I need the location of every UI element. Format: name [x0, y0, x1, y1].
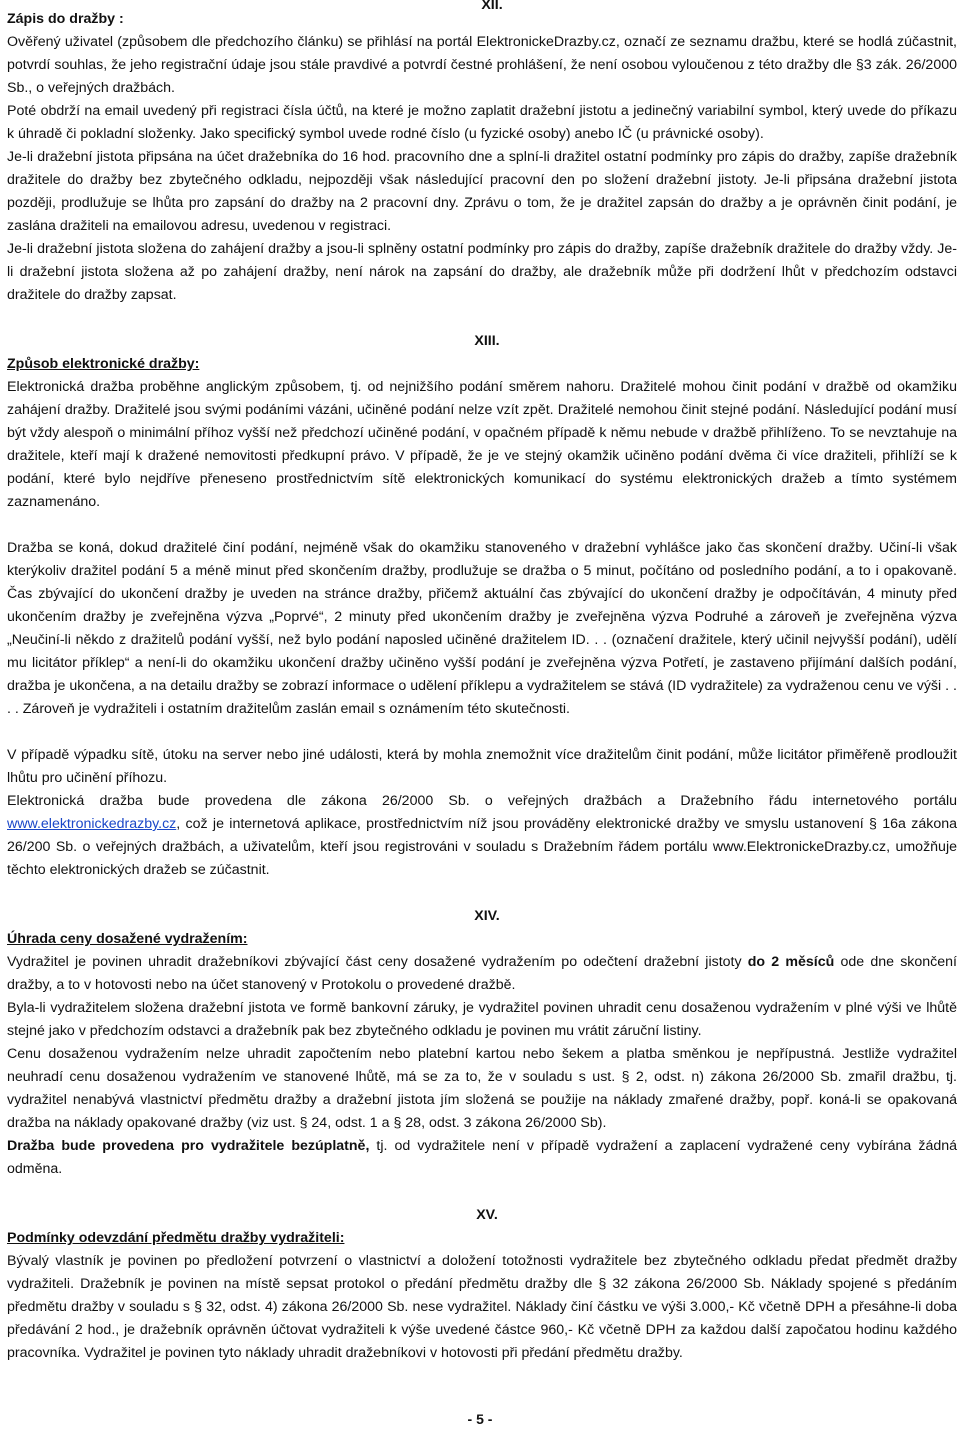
section-12-paragraph-3: Je-li dražební jistota připsána na účet dražebníka do 16 hod. pracovního dne a splní-li dražitel ostatní podmínky pro zápis do dražby, zapíše dražebník dražitele do dražby bez zbytečného odkladu, nejpozději však následující pracovní den po složení dražební jistoty. Je-li připsána dražební jistota později, prodlužuje se lhůta pro zapsání do dražby na 2 pracovní dny. Zprávu o tom, že je dražitel zapsán do dražby a je oprávněn činit podání, je zaslána dražiteli na emailovou adresu, uvedenou v registraci. [7, 149, 957, 234]
section-13-p4-text-b: , což je internetová aplikace, prostřednictvím níž jsou prováděny elektronické dražby ve smyslu ustanovení § 16a zákona 26/200 Sb. o veřejných dražbách, a uživatelům, kteří jsou registrováni v souladu s Dražebním řádem portálu www.ElektronickeDrazby.cz, umožňuje těchto elektronických dražeb se zúčastnit. [7, 816, 957, 878]
section-13-title: Způsob elektronické dražby: [7, 356, 200, 372]
document-page [7, 0, 957, 1365]
section-12-title: Zápis do dražby : [7, 11, 124, 27]
section-15-paragraph-1: Bývalý vlastník je povinen po předložení potvrzení o vlastnictví a doložení totožnosti vydražitele bez zbytečného odkladu předat předmět dražby vydražiteli. Dražebník je povinen na místě sepsat protokol o předání předmětu dražby dle § 32 zákona 26/2000 Sb. Náklady spojené s předáním předmětu dražby v souladu s § 32, odst. 4) zákona 26/2000 Sb. nese vydražitel. Náklady činí částku ve výši 3.000,- Kč včetně DPH a přesáhne-li doba předávání 2 hod., je dražebník oprávněn účtovat vydražiteli k výše uvedené částce 960,- Kč včetně DPH za každou další započatou hodinu každého pracovníka. Vydražitel je povinen tyto náklady uhradit dražebníkovi v hotovosti při předání předmětu dražby. [7, 1253, 957, 1361]
section-14-title: Úhrada ceny dosažené vydražením: [7, 931, 248, 947]
section-13-paragraph-1: Elektronická dražba proběhne anglickým způsobem, tj. od nejnižšího podání směrem nahoru. Dražitelé mohou činit podání v dražbě od okamžiku zahájení dražby. Dražitelé jsou svými podáními vázáni, učiněné podání nelze vzít zpět. Dražitelé nemohou činit stejné podání. Následující podání musí být vždy alespoň o minimální příhoz vyšší než předchozí učiněné podání, v opačném případě k němu nebude v dražbě přihlíženo. To se nevztahuje na dražitele, kteří mají k dražené nemovitosti předkupní právo. V případě, že je ve stejný okamžik učiněno podání dvěma či více dražiteli, přihlíží se k podání, které bylo nejdříve přeneseno prostřednictvím sítě elektronických komunikací do systému elektronických dražeb a tímto systémem zaznamenáno. [7, 379, 957, 510]
section-15-number: XV. [476, 1207, 498, 1223]
portal-link[interactable]: www.elektronickedrazby.cz [7, 816, 177, 832]
section-14-paragraph-1 [7, 951, 957, 997]
page-number: - 5 - [467, 1411, 493, 1427]
section-14-paragraph-4 [7, 1135, 957, 1181]
section-13-paragraph-4 [7, 790, 957, 882]
section-12-paragraph-4: Je-li dražební jistota složena do zahájení dražby a jsou-li splněny ostatní podmínky pro zápis do dražby, zapíše dražebník dražitele do dražby vždy. Je-li dražební jistota složena až po zahájení dražby, není nárok na zapsání do dražby, ale dražebník může při dodržení lhůt v předchozím odstavci dražitele do dražby zapsat. [7, 241, 957, 303]
section-14-paragraph-3: Cenu dosaženou vydražením nelze uhradit započtením nebo platební kartou nebo šekem a platba směnkou je nepřípustná. Jestliže vydražitel neuhradí cenu dosaženou vydražením ve stanovené lhůtě, má se za to, že v souladu s ust. § 2, odst. n) zákona 26/2000 Sb. zmařil dražbu, tj. vydražitel nenabývá vlastnictví předmětu dražby a dražební jistota jím složená se použije na náklady zmařené dražby, popř. koná-li se opakovaná dražba na náklady opakované dražby (viz ust. § 24, odst. 1 a § 28, odst. 3 zákona 26/2000 Sb). [7, 1046, 957, 1131]
section-14-p4-bold: Dražba bude provedena pro vydražitele bezúplatně, [7, 1138, 370, 1154]
section-14-p4-text-b: tj. od vydražitele není v případě vydražení a zaplacení vydražené ceny vybírána žádná odměna. [7, 1138, 958, 1177]
section-14-p1-text-a: Vydražitel je povinen uhradit dražebníkovi zbývající část ceny dosažené vydražením po odečtení dražební jistoty [7, 954, 748, 970]
section-14-number: XIV. [474, 908, 500, 924]
section-12-number: XII. [481, 0, 503, 13]
section-12-paragraph-1: Ověřený uživatel (způsobem dle předchozího článku) se přihlásí na portál ElektronickeDrazby.cz, označí ze seznamu dražbu, které se hodlá zúčastnit, potvrdí souhlas, že jeho registrační údaje jsou stále pravdivé a potvrdí čestné prohlášení, že není osobou vyloučenou z této dražby dle §3 zák. 26/2000 Sb., o veřejných dražbách. [7, 34, 957, 96]
section-13-paragraph-3: V případě výpadku sítě, útoku na server nebo jiné události, která by mohla znemožnit více dražitelům činit podání, může licitátor přiměřeně prodloužit lhůtu pro učinění příhozu. [7, 747, 957, 786]
section-13-p4-text-a: Elektronická dražba bude provedena dle zákona 26/2000 Sb. o veřejných dražbách a Dražebního řádu internetového portálu [7, 793, 957, 809]
section-12-paragraph-2: Poté obdrží na email uvedený při registraci čísla účtů, na které je možno zaplatit dražební jistotu a jedinečný variabilní symbol, který uvede do příkazu k úhradě či pokladní složenky. Jako specifický symbol uvede rodné číslo (u fyzické osoby) anebo IČ (u právnické osoby). [7, 103, 957, 142]
section-14-paragraph-2: Byla-li vydražitelem složena dražební jistota ve formě bankovní záruky, je vydražitel povinen uhradit cenu dosaženou vydražením v plné výši ve lhůtě stejné jako v předchozím odstavci a dražebník pak bez zbytečného odkladu je povinen mu vrátit záruční listiny. [7, 1000, 957, 1039]
section-14-p1-text-b: ode dne skončení dražby, a to v hotovosti nebo na účet stanovený v Protokolu o provedené dražbě. [7, 954, 957, 993]
section-13-paragraph-2: Dražba se koná, dokud dražitelé činí podání, nejméně však do okamžiku stanoveného v dražební vyhlášce jako čas skončení dražby. Učiní-li však kterýkoliv dražitel podání 5 a méně minut před skončením dražby, prodlužuje se dražba o 5 minut, počítáno od posledního podání, a to i opakovaně. Čas zbývající do ukončení dražby je uveden na stránce dražby, přičemž aktuální čas zbývající do ukončení dražby je odpočítáván, 4 minuty před ukončením dražby je zveřejněna výzva „Poprvé“, 2 minuty před ukončením dražby je zveřejněna výzva Podruhé a zároveň je zveřejněna výzva „Neučiní-li někdo z dražitelů podání vyšší, než bylo podání naposled učiněné dražitelem ID. . . (označení dražitele, který učinil nejvyšší podání), udělí mu licitátor příklep“ a není-li do okamžiku ukončení dražby učiněno vyšší podání je zveřejněna výzva Potřetí, je zastaveno přijímání dalších podání, dražba je ukončena, a na detailu dražby se zobrazí informace o udělení příklepu a vydražitelem se stává (ID vydražitele) za vydraženou cenu ve výši . . . . Zároveň je vydražiteli i ostatním dražitelům zaslán email s oznámením této skutečnosti. [7, 540, 957, 717]
section-13-number: XIII. [474, 333, 500, 349]
section-15-title: Podmínky odevzdání předmětu dražby vydražiteli: [7, 1230, 345, 1246]
section-14-p1-bold: do 2 měsíců [747, 954, 835, 970]
